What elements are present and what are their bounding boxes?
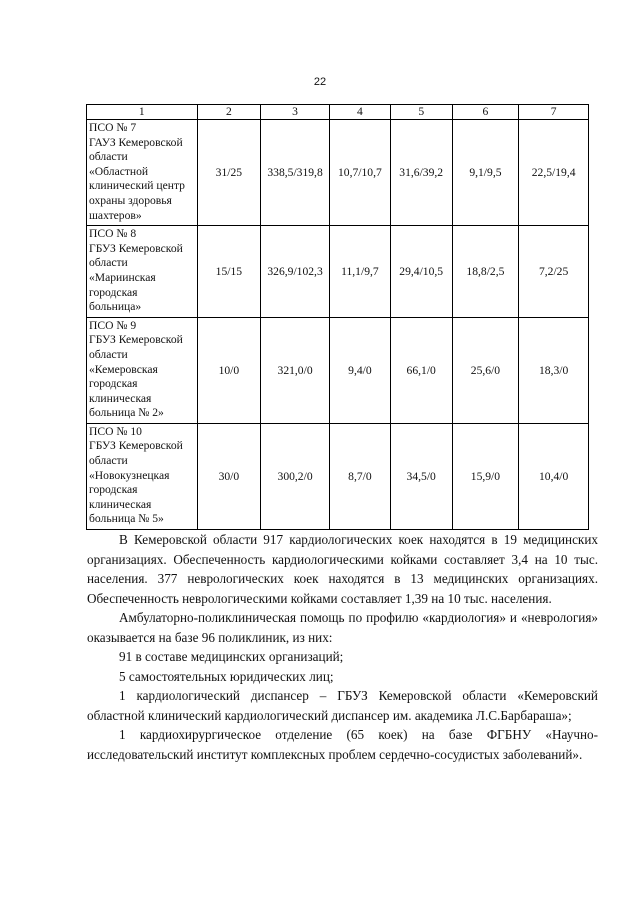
org-line: области (89, 256, 128, 270)
value-cell: 7,2/25 (519, 226, 589, 318)
org-line: ГБУЗ Кемеровской (89, 333, 183, 347)
org-line: больница» (89, 300, 142, 314)
value-cell: 300,2/0 (261, 423, 330, 529)
paragraph-item: 91 в составе медицинских организаций; (119, 649, 344, 664)
value-cell: 9,1/9,5 (452, 120, 519, 226)
page-number: 22 (313, 76, 327, 88)
paragraph-outpatient: Амбулаторно-поликлиническая помощь по профилю «кардиология» и «неврология» оказывается на базе 96 поликлиник, из них: (87, 610, 598, 645)
org-line: ГБУЗ Кемеровской (89, 439, 183, 453)
value-cell: 25,6/0 (452, 317, 519, 423)
org-line: области (89, 347, 128, 361)
header-cell: 7 (519, 105, 589, 120)
org-line: области (89, 150, 128, 164)
statistics-table (86, 104, 589, 530)
value-cell: 31,6/39,2 (390, 120, 452, 226)
org-line: больница № 5» (89, 512, 164, 526)
value-cell: 22,5/19,4 (519, 120, 589, 226)
value-cell: 30/0 (197, 423, 261, 529)
org-line: клиническая (89, 391, 152, 405)
org-line: «Мариинская (89, 270, 156, 284)
org-line: ПСО № 8 (89, 227, 137, 241)
value-cell: 9,4/0 (330, 317, 391, 423)
paragraph-dispensary: 1 кардиологический диспансер – ГБУЗ Кемеровской области «Кемеровский областной клинический кардиологический диспансер им. академика Л.С.Барбараша»; (87, 688, 598, 723)
value-cell: 10/0 (197, 317, 261, 423)
value-cell: 8,7/0 (330, 423, 391, 529)
table-row (87, 317, 589, 423)
value-cell: 10,7/10,7 (330, 120, 391, 226)
org-line: охраны здоровья (89, 193, 172, 207)
table-row (87, 226, 589, 318)
value-cell: 321,0/0 (261, 317, 330, 423)
value-cell: 10,4/0 (519, 423, 589, 529)
org-line: «Кемеровская (89, 362, 158, 376)
org-line: городская (89, 483, 138, 497)
org-line: больница № 2» (89, 406, 164, 420)
value-cell: 34,5/0 (390, 423, 452, 529)
paragraph-cardiosurgery: 1 кардиохирургическое отделение (65 коек) на базе ФГБНУ «Научно-исследовательский институт комплексных проблем сердечно-сосудистых заболеваний». (87, 727, 598, 762)
paragraph-item: 5 самостоятельных юридических лиц; (119, 668, 334, 684)
header-cell: 2 (197, 105, 261, 120)
header-cell: 1 (87, 105, 198, 120)
org-line: клинический центр (89, 179, 185, 193)
value-cell: 29,4/10,5 (390, 226, 452, 318)
org-line: ПСО № 10 (89, 424, 142, 438)
body-text (87, 530, 598, 764)
org-line: области (89, 454, 128, 468)
organization-cell (87, 226, 198, 318)
organization-cell (87, 120, 198, 226)
org-line: шахтеров» (89, 208, 142, 222)
header-cell: 6 (452, 105, 519, 120)
org-line: ПСО № 9 (89, 318, 137, 332)
value-cell: 31/25 (197, 120, 261, 226)
org-line: «Областной (89, 164, 149, 178)
value-cell: 18,8/2,5 (452, 226, 519, 318)
org-line: городская (89, 377, 138, 391)
value-cell: 66,1/0 (390, 317, 452, 423)
value-cell: 18,3/0 (519, 317, 589, 423)
value-cell: 326,9/102,3 (261, 226, 330, 318)
table-row (87, 120, 589, 226)
org-line: ГБУЗ Кемеровской (89, 241, 183, 255)
value-cell: 11,1/9,7 (330, 226, 391, 318)
table-row (87, 423, 589, 529)
org-line: городская (89, 285, 138, 299)
org-line: «Новокузнецкая (89, 468, 170, 482)
table-header-row (87, 105, 589, 120)
organization-cell (87, 317, 198, 423)
org-line: клиническая (89, 497, 152, 511)
organization-cell (87, 423, 198, 529)
value-cell: 15/15 (197, 226, 261, 318)
org-line: ГАУЗ Кемеровской (89, 135, 183, 149)
value-cell: 338,5/319,8 (261, 120, 330, 226)
org-line: ПСО № 7 (89, 121, 137, 134)
paragraph-cardiology-beds: В Кемеровской области 917 кардиологических коек находятся в 19 медицинских организациях. Обеспеченность кардиологическими койками составляет 3,4 на 10 тыс. населения. 377 неврологических коек находятся в 13 медицинских организациях. Обеспеченность неврологическими койками составляет 1,39 на 10 тыс. населения. (87, 532, 598, 606)
header-cell: 5 (390, 105, 452, 120)
value-cell: 15,9/0 (452, 423, 519, 529)
header-cell: 4 (330, 105, 391, 120)
header-cell: 3 (261, 105, 330, 120)
